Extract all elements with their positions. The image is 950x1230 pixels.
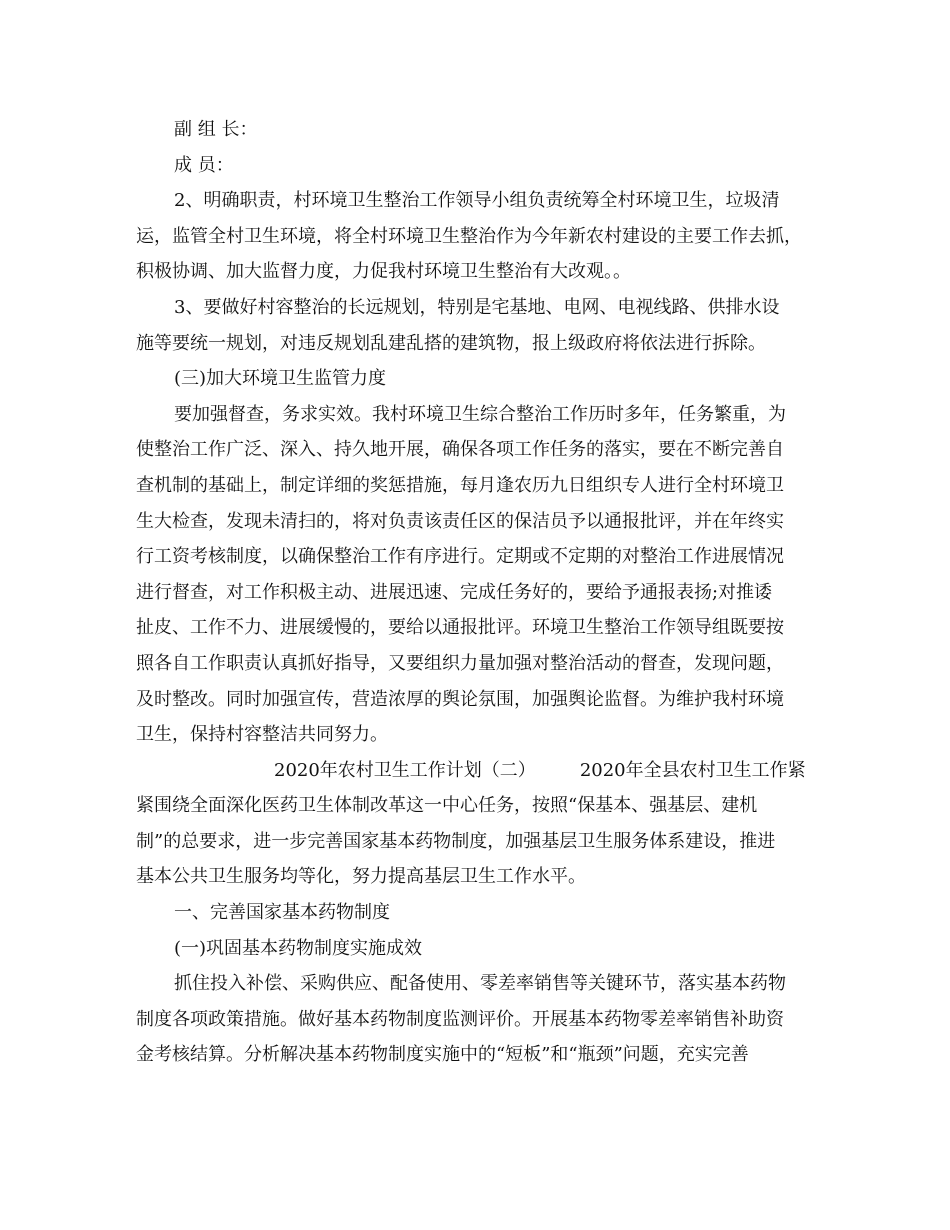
section-heading: 一、完善国家基本药物制度 xyxy=(174,902,390,924)
paragraph-line: 制度各项政策措施。做好基本药物制度监测评价。开展基本药物零差率销售补助资 xyxy=(136,1008,784,1030)
paragraph-line: 扯皮、工作不力、进展缓慢的，要给以通报批评。环境卫生整治工作领导组既要按 xyxy=(136,617,784,639)
paragraph-line: 积极协调、加大监督力度，力促我村环境卫生整治有大改观。。 xyxy=(136,261,631,283)
paragraph-line: 2、明确职责，村环境卫生整治工作领导小组负责统筹全村环境卫生，垃圾清 xyxy=(174,190,780,212)
paragraph-line: 基本公共卫生服务均等化，努力提高基层卫生工作水平。 xyxy=(136,866,586,888)
document-title-line xyxy=(136,753,816,789)
paragraph-line: 副 组 长： xyxy=(174,119,258,140)
paragraph-line: 行工资考核制度，以确保整治工作有序进行。定期或不定期的对整治工作进展情况 xyxy=(136,546,784,568)
paragraph-line: 运，监管全村卫生环境，将全村环境卫生整治作为今年新农村建设的主要工作去抓， xyxy=(136,225,802,247)
paragraph-line: 3、要做好村容整治的长远规划，特别是宅基地、电网、电视线路、供排水设 xyxy=(174,296,780,318)
subsection-heading: (一)巩固基本药物制度实施成效 xyxy=(174,937,423,959)
paragraph-line: 卫生，保持村容整洁共同努力。 xyxy=(136,724,388,746)
section-heading: (三)加大环境卫生监管力度 xyxy=(174,368,387,390)
paragraph-line: 使整治工作广泛、深入、持久地开展，确保各项工作任务的落实，要在不断完善自 xyxy=(136,439,784,461)
paragraph-line: 成 员： xyxy=(174,154,234,176)
document-title: 2020年农村卫生工作计划（二） xyxy=(274,759,536,781)
paragraph-line: 抓住投入补偿、采购供应、配备使用、零差率销售等关键环节，落实基本药物 xyxy=(174,973,786,995)
paragraph-line: 查机制的基础上，制定详细的奖惩措施，每月逢农历九日组织专人进行全村环境卫 xyxy=(136,474,784,496)
title-continuation: 2020年全县农村卫生工作紧 xyxy=(579,759,806,781)
paragraph-line: 紧围绕全面深化医药卫生体制改革这一中心任务，按照“保基本、强基层、建机 xyxy=(136,795,758,817)
paragraph-line: 照各自工作职责认真抓好指导，又要组织力量加强对整治活动的督查，发现问题， xyxy=(136,652,784,674)
paragraph-line: 及时整改。同时加强宣传，营造浓厚的舆论氛围，加强舆论监督。为维护我村环境 xyxy=(136,688,784,710)
paragraph-line: 施等要统一规划，对违反规划乱建乱搭的建筑物，报上级政府将依法进行拆除。 xyxy=(136,332,766,354)
paragraph-line: 金考核结算。分析解决基本药物制度实施中的“短板”和“瓶颈”问题，充实完善 xyxy=(136,1044,749,1066)
paragraph-line: 制”的总要求，进一步完善国家基本药物制度，加强基层卫生服务体系建设，推进 xyxy=(136,830,776,852)
paragraph-line: 要加强督查，务求实效。我村环境卫生综合整治工作历时多年，任务繁重，为 xyxy=(174,403,786,425)
document-body xyxy=(136,112,816,1073)
paragraph-line: 进行督查，对工作积极主动、进展迅速、完成任务好的，要给予通报表扬;对推诿 xyxy=(136,581,773,603)
paragraph-line: 生大检查，发现未清扫的，将对负责该责任区的保洁员予以通报批评，并在年终实 xyxy=(136,510,784,532)
